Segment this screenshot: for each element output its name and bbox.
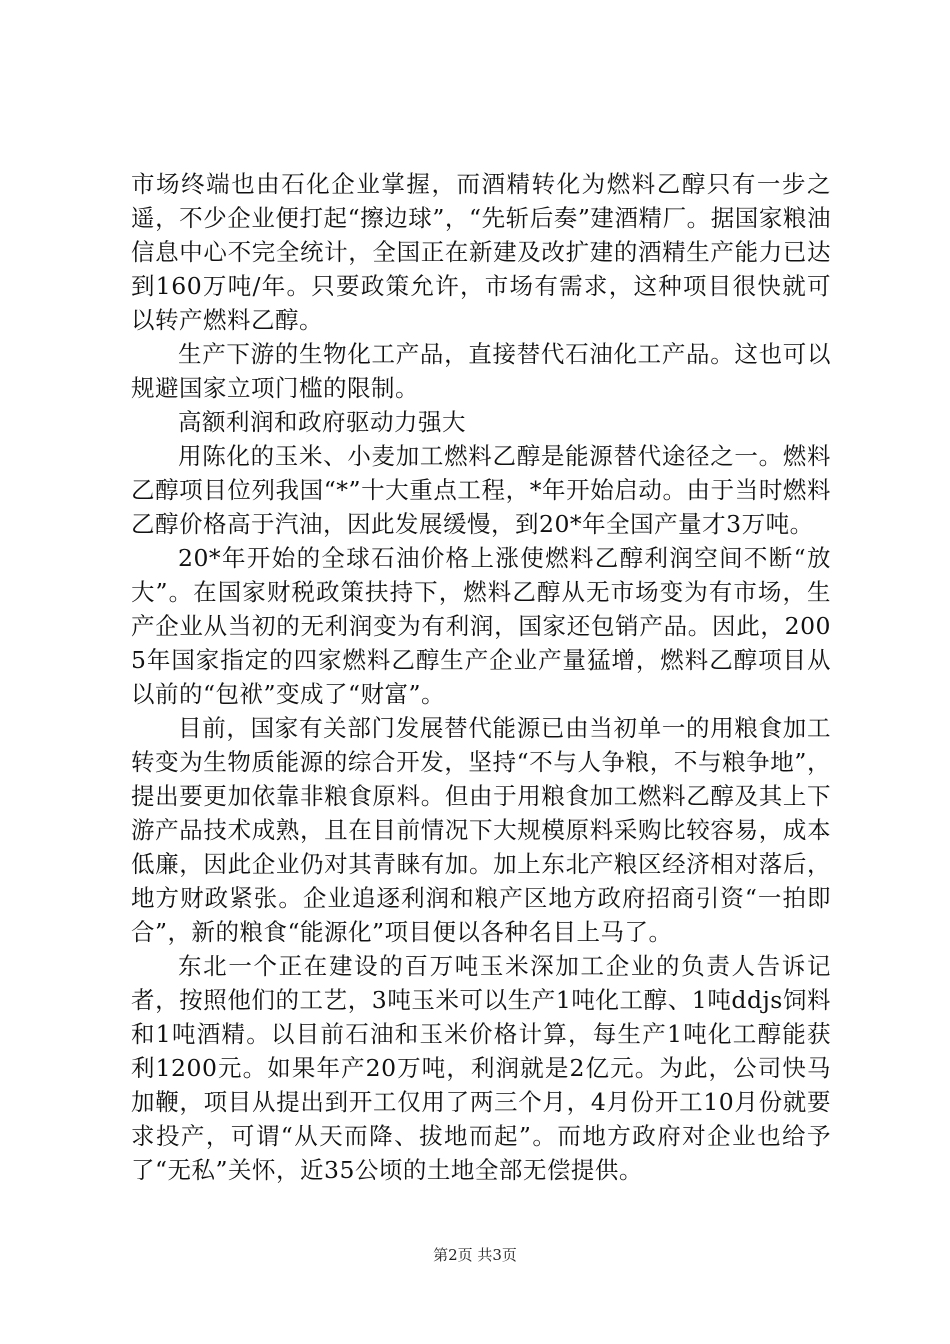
paragraph-4: 20*年开始的全球石油价格上涨使燃料乙醇利润空间不断“放大”。在国家财税政策扶持下，燃料乙醇从无市场变为有市场，生产企业从当初的无利润变为有利润，国家还包销产品。因此，2005年国家指定的四家燃料乙醇生产企业产量猛增，燃料乙醇项目从以前的“包袱”变成了“财富”。 <box>131 544 831 708</box>
paragraph-2: 生产下游的生物化工产品，直接替代石油化工产品。这也可以规避国家立项门槛的限制。 <box>131 340 831 402</box>
page-number-footer: 第2页 共3页 <box>433 1246 517 1264</box>
paragraph-3: 用陈化的玉米、小麦加工燃料乙醇是能源替代途径之一。燃料乙醇项目位列我国“*”十大重点工程，*年开始启动。由于当时燃料乙醇价格高于汽油，因此发展缓慢，到20*年全国产量才3万吨。 <box>131 442 831 538</box>
paragraph-5: 目前，国家有关部门发展替代能源已由当初单一的用粮食加工转变为生物质能源的综合开发，坚持“不与人争粮，不与粮争地”，提出要更加依靠非粮食原料。但由于用粮食加工燃料乙醇及其上下游产品技术成熟，且在目前情况下大规模原料采购比较容易，成本低廉，因此企业仍对其青睐有加。加上东北产粮区经济相对落后，地方财政紧张。企业追逐利润和粮产区地方政府招商引资“一拍即合”，新的粮食“能源化”项目便以各种名目上马了。 <box>131 714 831 946</box>
paragraph-6: 东北一个正在建设的百万吨玉米深加工企业的负责人告诉记者，按照他们的工艺，3吨玉米可以生产1吨化工醇、1吨ddjs饲料和1吨酒精。以目前石油和玉米价格计算，每生产1吨化工醇能获利1200元。如果年产20万吨，利润就是2亿元。为此，公司快马加鞭，项目从提出到开工仅用了两三个月，4月份开工10月份就要求投产，可谓“从天而降、拔地而起”。而地方政府对企业也给予了“无私”关怀，近35公顷的土地全部无偿提供。 <box>131 952 831 1184</box>
paragraph-1: 市场终端也由石化企业掌握，而酒精转化为燃料乙醇只有一步之遥，不少企业便打起“擦边球”，“先斩后奏”建酒精厂。据国家粮油信息中心不完全统计，全国正在新建及改扩建的酒精生产能力已达到160万吨/年。只要政策允许，市场有需求，这种项目很快就可以转产燃料乙醇。 <box>131 170 831 334</box>
document-body <box>131 167 831 1187</box>
section-heading: 高额利润和政府驱动力强大 <box>178 408 466 436</box>
